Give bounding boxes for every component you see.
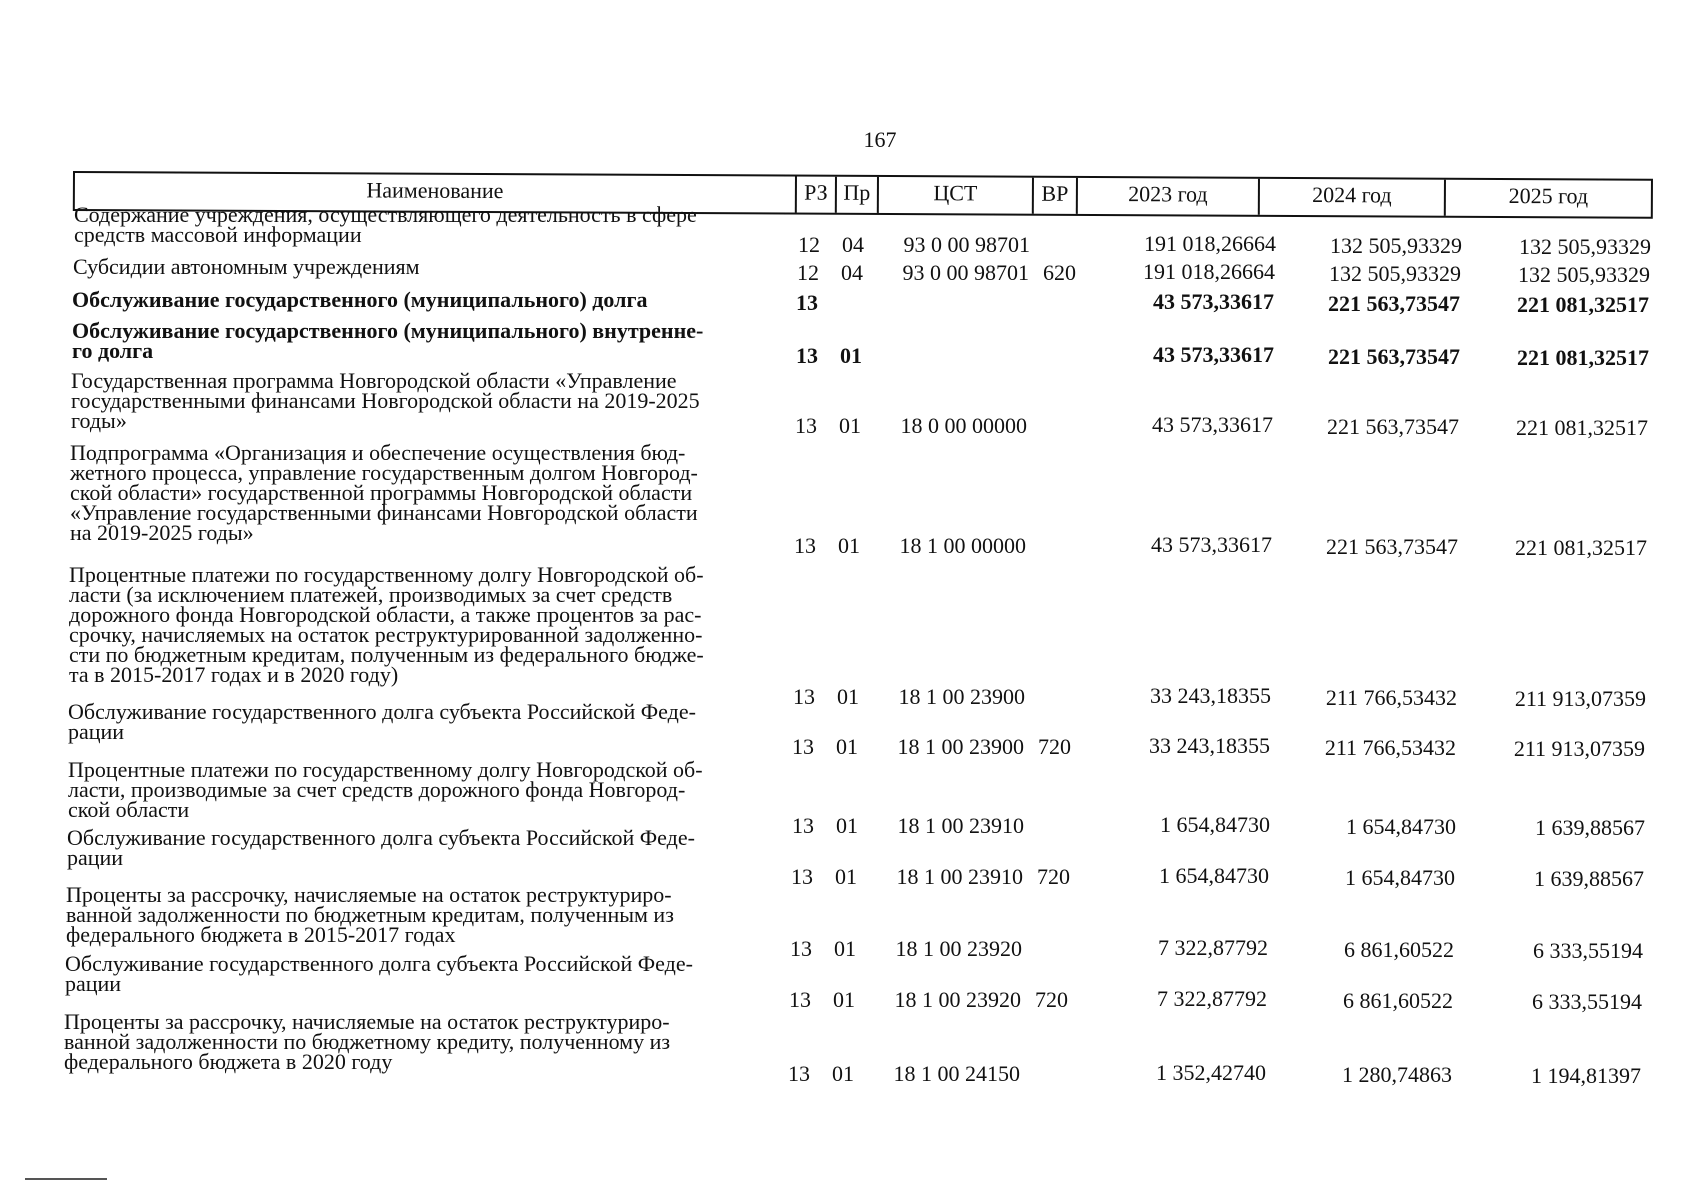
- row-2024: 1 654,84730: [1345, 865, 1455, 890]
- row-2025: 211 913,07359: [1513, 736, 1645, 761]
- row-pr: 04: [841, 260, 863, 285]
- row-rz: 13: [789, 987, 811, 1012]
- row-2023: 1 654,84730: [1160, 812, 1270, 837]
- row-2025: 221 081,32517: [1515, 535, 1647, 560]
- row-2025: 1 194,81397: [1531, 1063, 1641, 1088]
- row-pr: 01: [832, 1061, 854, 1086]
- row-2023: 33 243,18355: [1150, 683, 1271, 708]
- row-2024: 1 280,74863: [1342, 1062, 1452, 1087]
- row-pr: 01: [835, 864, 857, 889]
- row-2023: 191 018,26664: [1143, 259, 1275, 284]
- row-2023: 191 018,26664: [1144, 231, 1276, 256]
- row-cst: 93 0 00 98701: [902, 260, 1029, 285]
- row-pr: 01: [839, 413, 861, 438]
- row-2025: 132 505,93329: [1519, 234, 1651, 259]
- row-pr: 01: [833, 987, 855, 1012]
- row-2025: 221 081,32517: [1517, 345, 1649, 370]
- row-rz: 13: [790, 936, 812, 961]
- row-rz: 12: [797, 260, 819, 285]
- row-cst: 18 1 00 23920: [895, 936, 1022, 961]
- row-name: Обслуживание государственного (муниципального) долга: [72, 287, 648, 312]
- row-name: Обслуживание государственного долга субъекта Российской Феде- рации: [68, 699, 696, 744]
- row-rz: 13: [796, 343, 818, 368]
- row-cst: 18 1 00 23900: [897, 734, 1024, 759]
- header-pr: Пр: [837, 177, 879, 213]
- row-rz: 13: [791, 864, 813, 889]
- row-2024: 211 766,53432: [1325, 685, 1457, 710]
- row-name: Обслуживание государственного (муниципального) внутренне- го долга: [72, 318, 704, 363]
- row-name: Процентные платежи по государственному долгу Новгородской об- ласти, производимые за счет средств дорожного фонда Новгород- ской области: [68, 757, 703, 822]
- header-rz: РЗ: [797, 177, 837, 213]
- row-2025: 1 639,88567: [1534, 866, 1644, 891]
- row-cst: 18 1 00 00000: [899, 533, 1026, 558]
- row-pr: 01: [840, 343, 862, 368]
- row-name: Государственная программа Новгородской области «Управление государственными финансами Новгородской области на 2019-2025 годы»: [71, 368, 700, 433]
- row-2024: 211 766,53432: [1324, 735, 1456, 760]
- header-2025: 2025 год: [1508, 183, 1589, 209]
- row-cst: 18 1 00 23900: [898, 684, 1025, 709]
- row-2024: 221 563,73547: [1326, 534, 1458, 559]
- row-rz: 13: [788, 1061, 810, 1086]
- row-2024: 6 861,60522: [1343, 988, 1453, 1013]
- row-2024: 221 563,73547: [1327, 414, 1459, 439]
- row-2025: 211 913,07359: [1514, 686, 1646, 711]
- row-cst: 18 1 00 23910: [896, 864, 1023, 889]
- row-cst: 18 0 00 00000: [900, 413, 1027, 438]
- header-2023: 2023 год: [1078, 178, 1260, 215]
- row-rz: 13: [795, 413, 817, 438]
- row-pr: 01: [834, 936, 856, 961]
- header-2024: 2024 год: [1260, 179, 1446, 216]
- row-rz: 13: [793, 684, 815, 709]
- row-vr: 720: [1035, 987, 1068, 1012]
- row-2023: 43 573,33617: [1153, 289, 1274, 314]
- row-2023: 7 322,87792: [1158, 935, 1268, 960]
- row-vr: 720: [1037, 864, 1070, 889]
- row-cst: 18 1 00 23910: [897, 813, 1024, 838]
- row-2023: 7 322,87792: [1157, 986, 1267, 1011]
- row-name: Субсидии автономным учреждениям: [73, 254, 420, 279]
- row-rz: 13: [794, 533, 816, 558]
- row-name: Обслуживание государственного долга субъекта Российской Феде- рации: [67, 825, 695, 870]
- row-2024: 221 563,73547: [1328, 291, 1460, 316]
- row-2023: 43 573,33617: [1151, 532, 1272, 557]
- row-2024: 1 654,84730: [1346, 814, 1456, 839]
- row-pr: 01: [836, 813, 858, 838]
- row-vr: 720: [1038, 734, 1071, 759]
- row-2023: 43 573,33617: [1153, 342, 1274, 367]
- row-2024: 132 505,93329: [1330, 233, 1462, 258]
- row-2024: 6 861,60522: [1344, 937, 1454, 962]
- row-2025: 1 639,88567: [1535, 815, 1645, 840]
- row-pr: 01: [838, 533, 860, 558]
- row-2023: 33 243,18355: [1149, 733, 1270, 758]
- row-rz: 13: [792, 813, 814, 838]
- row-2024: 132 505,93329: [1329, 261, 1461, 286]
- row-2023: 1 654,84730: [1159, 863, 1269, 888]
- row-name: Проценты за рассрочку, начисляемые на остаток реструктуриро- ванной задолженности по бюджетным кредитам, полученным из федерального бюджета в 2015-2017 годах: [66, 882, 674, 947]
- row-cst: 18 1 00 23920: [894, 987, 1021, 1012]
- page-number: 167: [863, 127, 897, 152]
- row-rz: 12: [798, 232, 820, 257]
- row-cst: 93 0 00 98701: [903, 232, 1030, 257]
- header-vr: ВР: [1034, 178, 1078, 214]
- row-name: Проценты за рассрочку, начисляемые на остаток реструктуриро- ванной задолженности по бюджетному кредиту, полученному из федерального бюджета в 2020 году: [64, 1009, 671, 1074]
- row-2024: 221 563,73547: [1328, 344, 1460, 369]
- row-2025: 221 081,32517: [1517, 292, 1649, 317]
- header-cst: ЦСТ: [879, 177, 1034, 214]
- row-rz: 13: [792, 734, 814, 759]
- row-2023: 1 352,42740: [1156, 1060, 1266, 1085]
- row-pr: 01: [837, 684, 859, 709]
- row-name: Процентные платежи по государственному долгу Новгородской об- ласти (за исключением платежей, производимых за счет средств дорожного фонда Новгородской области, а также процентов за рас- срочку, начисляемых на остаток реструктурированной задолженно- сти по бюджетным кредитам, полученным из федерального бюдже- та в 2015-2017 годах и в 2020 году): [69, 562, 704, 687]
- header-name: Наименование: [75, 173, 797, 213]
- row-pr: 01: [836, 734, 858, 759]
- row-2025: 6 333,55194: [1532, 989, 1642, 1014]
- row-name: Содержание учреждения, осуществляющего деятельность в сфере средств массовой информации: [74, 202, 697, 247]
- row-2023: 43 573,33617: [1152, 412, 1273, 437]
- row-2025: 221 081,32517: [1516, 415, 1648, 440]
- row-pr: 04: [842, 232, 864, 257]
- row-rz: 13: [796, 290, 818, 315]
- row-name: Подпрограмма «Организация и обеспечение осуществления бюд- жетного процесса, управление государственным долгом Новгород- ской области» государственной программы Новгородской области «Управление государственными финансами Новгородской области на 2019-2025 годы»: [70, 440, 698, 545]
- row-vr: 620: [1043, 260, 1076, 285]
- row-2025: 132 505,93329: [1518, 262, 1650, 287]
- scan-artifact-line: [25, 1178, 107, 1180]
- row-2025: 6 333,55194: [1533, 938, 1643, 963]
- row-cst: 18 1 00 24150: [893, 1061, 1020, 1086]
- row-name: Обслуживание государственного долга субъекта Российской Феде- рации: [65, 951, 693, 996]
